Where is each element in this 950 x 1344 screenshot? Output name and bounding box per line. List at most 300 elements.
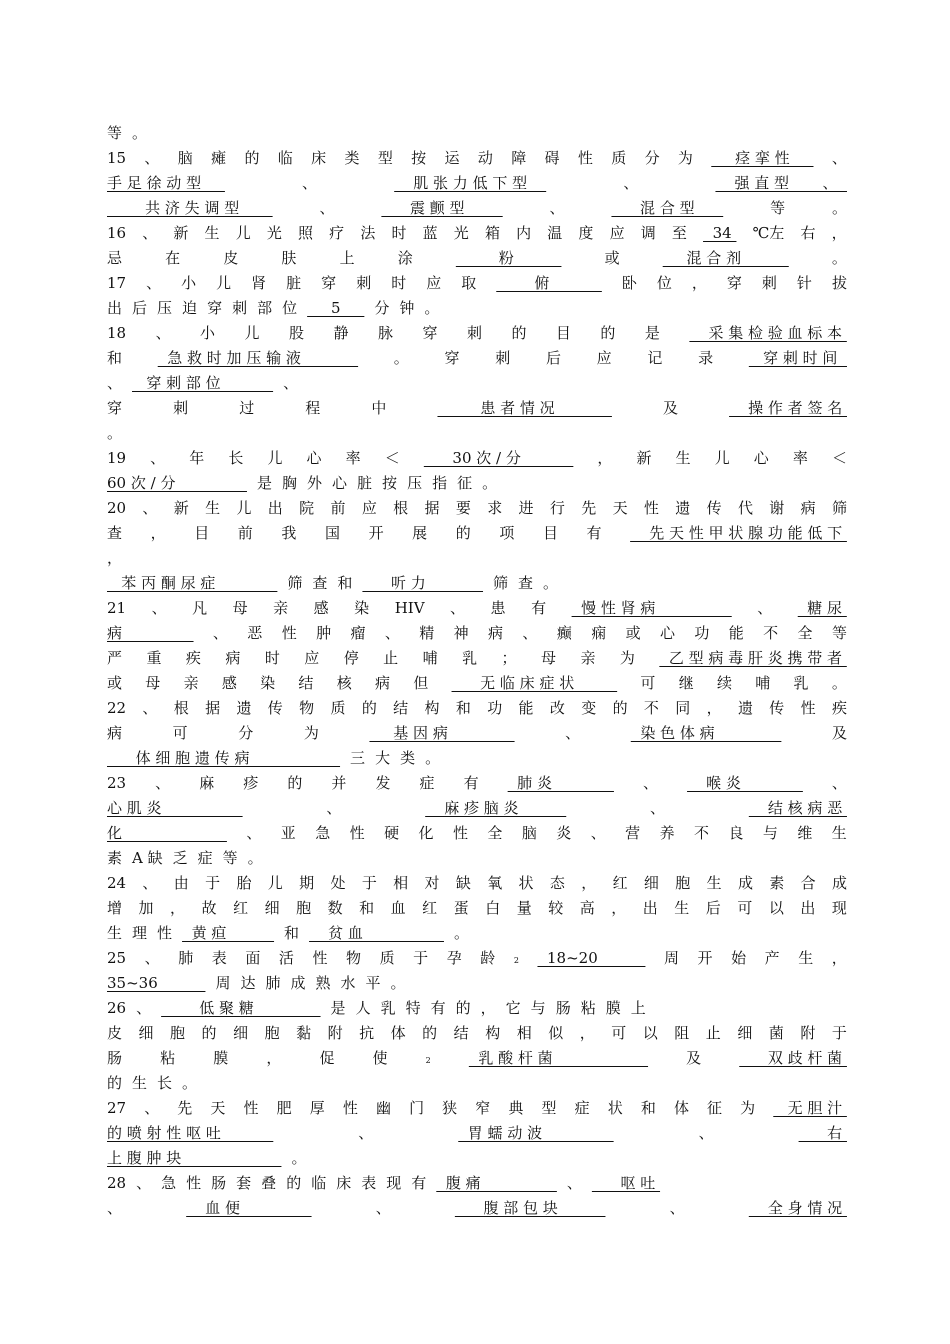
text-segment: 运 xyxy=(444,149,460,167)
text-segment: 、 xyxy=(142,224,158,242)
text-segment: 箱 xyxy=(484,224,500,242)
text-segment: 胞 xyxy=(296,899,312,917)
text-segment: 体 xyxy=(673,1099,689,1117)
text-segment: 特 xyxy=(405,999,421,1017)
text-segment: 生 xyxy=(674,899,690,917)
text-segment: 。 xyxy=(831,249,847,267)
answer-blank: 混 合 剂 xyxy=(662,249,789,267)
text-segment: 止 xyxy=(383,649,399,667)
text-segment: 胎 xyxy=(236,874,252,892)
text-segment: 录 xyxy=(698,349,714,367)
text-segment: 、 xyxy=(566,1174,582,1192)
text-segment: 、 xyxy=(146,274,162,292)
text-segment: 红 xyxy=(233,899,249,917)
text-segment: 有 xyxy=(531,599,547,617)
text-segment: 粘 xyxy=(580,999,596,1017)
text-segment: 增 xyxy=(107,899,123,917)
text-segment: 是 xyxy=(330,999,346,1017)
text-segment: 查 xyxy=(312,574,328,592)
text-line xyxy=(107,946,847,971)
text-segment: 蛋 xyxy=(453,899,469,917)
text-segment: 时 xyxy=(264,649,280,667)
text-segment: 19 xyxy=(107,449,127,467)
text-segment: 小 xyxy=(181,274,197,292)
text-segment: 、 xyxy=(358,1124,374,1142)
text-segment: 膜 xyxy=(605,999,621,1017)
text-segment: 项 xyxy=(499,524,515,542)
text-segment: 重 xyxy=(146,649,162,667)
text-segment: 能 xyxy=(728,624,744,642)
text-segment: 、 xyxy=(142,874,158,892)
text-segment: 等 xyxy=(107,124,123,142)
text-segment: 恶 xyxy=(247,624,263,642)
text-line xyxy=(107,721,847,746)
text-segment: 目 xyxy=(194,524,210,542)
text-segment: 温 xyxy=(547,224,563,242)
text-segment: 和 xyxy=(455,699,471,717)
text-segment: ＜ xyxy=(384,449,400,467)
text-segment: 核 xyxy=(336,674,352,692)
answer-blank: 上 腹 肿 块 xyxy=(107,1149,282,1167)
text-segment: 处 xyxy=(330,874,346,892)
text-segment: 细 xyxy=(737,1024,753,1042)
text-segment: 结 xyxy=(298,674,314,692)
text-segment: 窄 xyxy=(475,1099,491,1117)
text-segment: 。 xyxy=(453,924,469,942)
text-segment: 大 xyxy=(375,749,391,767)
text-segment: 是 xyxy=(256,474,272,492)
answer-blank: 染 色 体 病 xyxy=(630,724,782,742)
text-segment: 成 xyxy=(737,874,753,892)
text-segment: 亚 xyxy=(280,824,296,842)
text-segment: 红 xyxy=(612,874,628,892)
text-segment: 、 xyxy=(590,824,606,842)
text-segment: 母 xyxy=(232,599,248,617)
text-segment: 胸 xyxy=(281,474,297,492)
text-segment: 目 xyxy=(555,324,571,342)
text-segment: 临 xyxy=(311,1174,327,1192)
text-line xyxy=(107,1196,847,1221)
text-segment: 生 xyxy=(706,874,722,892)
text-segment: 目 xyxy=(542,524,558,542)
text-segment: 据 xyxy=(424,499,440,517)
text-segment: 套 xyxy=(236,1174,252,1192)
text-segment: 刺 xyxy=(761,274,777,292)
text-segment: 生 xyxy=(107,924,123,942)
answer-blank: 腹 痛 xyxy=(436,1174,557,1192)
text-segment: 应 xyxy=(304,649,320,667)
text-segment: 儿 xyxy=(216,274,232,292)
text-segment: 性 xyxy=(452,824,468,842)
answer-blank: 手 足 徐 动 型 xyxy=(107,174,225,192)
text-segment: 性 xyxy=(342,1099,358,1117)
text-line xyxy=(107,296,847,321)
text-segment: 以 xyxy=(642,1024,658,1042)
text-segment: 、 xyxy=(831,774,847,792)
text-segment: 、 xyxy=(283,374,299,392)
text-segment: 。 xyxy=(291,1149,307,1167)
text-segment: 表 xyxy=(211,949,227,967)
text-line xyxy=(107,696,847,721)
text-segment: 的 xyxy=(287,774,303,792)
answer-blank: 右 xyxy=(798,1124,847,1142)
text-segment: 、 xyxy=(384,624,400,642)
text-segment: 碍 xyxy=(544,149,560,167)
text-line xyxy=(107,271,847,296)
text-segment: 。 xyxy=(393,349,409,367)
answer-blank: 结 核 病 恶 xyxy=(748,799,847,817)
text-segment: 刺 xyxy=(466,324,482,342)
text-segment: 的 xyxy=(612,699,628,717)
text-segment: 活 xyxy=(278,949,294,967)
text-segment: 抗 xyxy=(359,1024,375,1042)
text-segment: ， xyxy=(150,524,166,542)
text-segment: 质 xyxy=(611,149,627,167)
text-segment: 出 xyxy=(107,299,123,317)
text-segment: 不 xyxy=(643,699,659,717)
text-segment: 脑 xyxy=(177,149,193,167)
answer-blank: 先 天 性 甲 状 腺 功 能 低 下 xyxy=(630,524,847,542)
text-segment: 前 xyxy=(330,499,346,517)
text-segment: 2 xyxy=(425,1056,431,1065)
text-segment: 传 xyxy=(267,699,283,717)
text-segment: 状 xyxy=(607,1099,623,1117)
text-segment: 为 xyxy=(740,1099,756,1117)
text-segment: 及 xyxy=(686,1049,702,1067)
text-segment: 、 xyxy=(450,599,466,617)
text-segment: HIV xyxy=(394,599,425,617)
text-segment: 心 xyxy=(306,449,322,467)
answer-blank: 基 因 病 xyxy=(369,724,515,742)
text-segment: 刺 xyxy=(232,299,248,317)
text-segment: 28 xyxy=(107,1174,127,1192)
text-segment: 症 xyxy=(197,849,213,867)
text-segment: 应 xyxy=(426,274,442,292)
text-segment: ， xyxy=(831,224,847,242)
text-segment: 22 xyxy=(107,699,127,717)
text-segment: ； xyxy=(501,649,517,667)
text-segment: 穿 xyxy=(726,274,742,292)
text-segment: 、 xyxy=(522,624,538,642)
text-line xyxy=(107,796,847,821)
text-segment: 亲 xyxy=(580,649,596,667)
text-segment: 疾 xyxy=(831,699,847,717)
text-segment: 时 xyxy=(391,274,407,292)
text-segment: 钟 xyxy=(399,299,415,317)
text-segment: 脏 xyxy=(357,474,373,492)
text-segment: 发 xyxy=(375,774,391,792)
text-segment: 、 xyxy=(150,449,166,467)
answer-blank: 共 济 失 调 型 xyxy=(107,199,273,217)
text-segment: 。 xyxy=(182,1074,198,1092)
text-segment: ， xyxy=(611,899,627,917)
text-line xyxy=(107,1171,847,1196)
text-line xyxy=(107,621,847,646)
text-line xyxy=(107,171,847,196)
text-segment: 心 xyxy=(659,624,675,642)
answer-blank: 强 直 型 、 xyxy=(715,174,847,192)
text-segment: ， xyxy=(480,999,496,1017)
text-segment: 续 xyxy=(716,674,732,692)
text-segment: 营 xyxy=(625,824,641,842)
text-segment: 可 xyxy=(172,724,188,742)
answer-blank: 听 力 xyxy=(362,574,484,592)
text-segment: 后 xyxy=(545,349,561,367)
text-segment: 皮 xyxy=(107,1024,123,1042)
text-segment: 展 xyxy=(412,524,428,542)
text-segment: 肺 xyxy=(265,974,281,992)
text-segment: 感 xyxy=(221,674,237,692)
text-segment: 肺 xyxy=(178,949,194,967)
text-segment: 生 xyxy=(132,1074,148,1092)
text-segment: 院 xyxy=(299,499,315,517)
answer-blank: 化 xyxy=(107,824,227,842)
text-segment: 同 xyxy=(675,699,691,717)
answer-blank: 5 xyxy=(307,299,365,317)
text-segment: 、 xyxy=(212,624,228,642)
text-segment: 型 xyxy=(377,149,393,167)
text-segment: 成 xyxy=(831,874,847,892)
text-segment: 应 xyxy=(596,349,612,367)
text-segment: 严 xyxy=(107,649,123,667)
text-segment: 行 xyxy=(549,499,565,517)
text-segment: 养 xyxy=(659,824,675,842)
text-segment: 肿 xyxy=(316,624,332,642)
text-segment: 痫 xyxy=(591,624,607,642)
text-segment: 传 xyxy=(706,499,722,517)
text-segment: 使 xyxy=(372,1049,388,1067)
text-segment: 性 xyxy=(643,499,659,517)
text-segment: 生 xyxy=(798,949,814,967)
text-segment: 为 xyxy=(303,724,319,742)
text-segment: 的 xyxy=(107,1074,123,1092)
text-segment: 于 xyxy=(361,874,377,892)
text-line xyxy=(107,846,847,871)
text-segment: 能 xyxy=(518,699,534,717)
text-segment: 儿 xyxy=(714,449,730,467)
text-segment: 、 xyxy=(107,1199,123,1217)
text-line xyxy=(107,421,847,446)
text-segment: 病 xyxy=(225,649,241,667)
text-line xyxy=(107,1046,847,1071)
text-segment: 27 xyxy=(107,1099,127,1117)
text-segment: 、 xyxy=(142,499,158,517)
text-segment: 神 xyxy=(453,624,469,642)
text-line xyxy=(107,146,847,171)
text-segment: 指 xyxy=(432,474,448,492)
text-segment: 筛 xyxy=(493,574,509,592)
text-segment: 幽 xyxy=(375,1099,391,1117)
text-segment: 21 xyxy=(107,599,127,617)
answer-blank: 60 次 / 分 xyxy=(107,474,247,492)
text-segment: 、 xyxy=(698,1124,714,1142)
text-segment: 肠 xyxy=(107,1049,123,1067)
text-segment: 分 xyxy=(644,149,660,167)
text-segment: 继 xyxy=(678,674,694,692)
text-segment: 或 xyxy=(625,624,641,642)
text-segment: 率 xyxy=(792,449,808,467)
text-segment: 根 xyxy=(393,499,409,517)
answer-blank: 肌 张 力 低 下 型 xyxy=(394,174,547,192)
text-segment: 后 xyxy=(705,899,721,917)
text-segment: 粘 xyxy=(160,1049,176,1067)
text-segment: 临 xyxy=(277,149,293,167)
text-segment: 的 xyxy=(455,524,471,542)
text-segment: 染 xyxy=(354,599,370,617)
text-segment: 急 xyxy=(161,1174,177,1192)
text-segment: 记 xyxy=(647,349,663,367)
text-segment: 。 xyxy=(482,474,498,492)
text-segment: 、 xyxy=(151,599,167,617)
text-segment: 阻 xyxy=(674,1024,690,1042)
text-line xyxy=(107,446,847,471)
text-segment: 天 xyxy=(210,1099,226,1117)
answer-blank: 34 xyxy=(703,224,737,242)
text-segment: 18 xyxy=(107,324,127,342)
text-segment: 高 xyxy=(579,899,595,917)
text-segment: 新 xyxy=(173,499,189,517)
text-segment: 生 xyxy=(204,224,220,242)
answer-blank: 麻 疹 脑 炎 xyxy=(425,799,567,817)
text-segment: 遗 xyxy=(737,699,753,717)
text-line xyxy=(107,771,847,796)
text-line xyxy=(107,196,847,221)
text-segment: 硬 xyxy=(384,824,400,842)
text-segment: 数 xyxy=(327,899,343,917)
text-segment: 孕 xyxy=(446,949,462,967)
text-segment: 。 xyxy=(424,299,440,317)
text-segment: 染 xyxy=(260,674,276,692)
text-segment: 床 xyxy=(336,1174,352,1192)
text-segment: 后 xyxy=(132,299,148,317)
text-segment: 症 xyxy=(574,1099,590,1117)
text-segment: 较 xyxy=(548,899,564,917)
text-segment: 据 xyxy=(205,699,221,717)
text-segment: 心 xyxy=(753,449,769,467)
text-line xyxy=(107,871,847,896)
text-segment: 先 xyxy=(177,1099,193,1117)
text-segment: 病 xyxy=(800,499,816,517)
text-line xyxy=(107,1096,847,1121)
text-segment: 疹 xyxy=(243,774,259,792)
text-segment: 维 xyxy=(797,824,813,842)
text-segment: 、 xyxy=(642,774,658,792)
text-segment: 构 xyxy=(485,1024,501,1042)
text-segment: 、 xyxy=(650,799,666,817)
text-segment: 儿 xyxy=(236,499,252,517)
text-segment: 周 xyxy=(215,974,231,992)
text-segment: 程 xyxy=(305,399,321,417)
text-segment: 于 xyxy=(205,874,221,892)
text-segment: 照 xyxy=(298,224,314,242)
text-segment: 附 xyxy=(800,1024,816,1042)
text-segment: 遗 xyxy=(675,499,691,517)
text-segment: 卧 xyxy=(621,274,637,292)
answer-blank: 的 喷 射 性 呕 吐 xyxy=(107,1124,274,1142)
text-line xyxy=(107,821,847,846)
text-segment: 但 xyxy=(413,674,429,692)
text-line xyxy=(107,1021,847,1046)
text-segment: 开 xyxy=(368,524,384,542)
text-segment: 凡 xyxy=(192,599,208,617)
text-segment: 出 xyxy=(267,499,283,517)
answer-blank: 胃 蠕 动 波 xyxy=(458,1124,614,1142)
text-line xyxy=(107,746,847,771)
text-segment: 生 xyxy=(831,824,847,842)
text-segment: 16 xyxy=(107,224,127,242)
text-segment: 全 xyxy=(797,624,813,642)
text-segment: 性 xyxy=(243,1099,259,1117)
text-segment: 生 xyxy=(205,499,221,517)
answer-blank: 呕 吐 xyxy=(591,1174,661,1192)
text-segment: 为 xyxy=(677,149,693,167)
text-segment: 根 xyxy=(173,699,189,717)
text-segment: 全 xyxy=(487,824,503,842)
text-segment: 涂 xyxy=(397,249,413,267)
text-segment: ， xyxy=(706,699,722,717)
text-segment: 由 xyxy=(173,874,189,892)
text-segment: 及 xyxy=(831,724,847,742)
answer-blank: 采 集 检 验 血 标 本 xyxy=(689,324,847,342)
text-segment: 新 xyxy=(173,224,189,242)
text-segment: 麻 xyxy=(199,774,215,792)
text-line xyxy=(107,321,847,346)
text-segment: 传 xyxy=(769,699,785,717)
text-segment: 迫 xyxy=(182,299,198,317)
text-segment: 可 xyxy=(640,674,656,692)
text-segment: 出 xyxy=(800,899,816,917)
text-segment: 蓝 xyxy=(422,224,438,242)
text-segment: 的 xyxy=(361,699,377,717)
text-segment: 17 xyxy=(107,274,127,292)
text-segment: 叠 xyxy=(261,1174,277,1192)
text-segment: 促 xyxy=(319,1049,335,1067)
answer-blank: 血 便 xyxy=(186,1199,312,1217)
text-segment: 似 xyxy=(548,1024,564,1042)
text-segment: 穿 xyxy=(422,324,438,342)
answer-blank: 心 肌 炎 xyxy=(107,799,243,817)
text-line xyxy=(107,971,847,996)
text-segment: 门 xyxy=(409,1099,425,1117)
text-segment: 合 xyxy=(800,874,816,892)
text-segment: 的 xyxy=(511,324,527,342)
text-segment: 开 xyxy=(697,949,713,967)
text-segment: 有 xyxy=(430,999,446,1017)
text-segment: 小 xyxy=(200,324,216,342)
text-segment: 穿 xyxy=(444,349,460,367)
text-segment: 厚 xyxy=(309,1099,325,1117)
text-segment: 。 xyxy=(831,674,847,692)
text-segment: 红 xyxy=(422,899,438,917)
text-segment: ， xyxy=(831,949,847,967)
text-segment: 乳 xyxy=(380,999,396,1017)
text-line xyxy=(107,546,847,571)
text-segment: 。 xyxy=(132,124,148,142)
text-segment: ， xyxy=(691,274,707,292)
text-segment: 结 xyxy=(393,699,409,717)
text-segment: 性 xyxy=(186,1174,202,1192)
answer-blank: 糖 尿 xyxy=(797,599,847,617)
text-segment: 和 xyxy=(337,574,353,592)
text-segment: 在 xyxy=(165,249,181,267)
text-segment: 应 xyxy=(361,499,377,517)
text-segment: 以 xyxy=(768,899,784,917)
text-segment: 亲 xyxy=(183,674,199,692)
text-segment: 等 xyxy=(831,624,847,642)
text-segment: 中 xyxy=(371,399,387,417)
text-segment: 改 xyxy=(549,699,565,717)
text-segment: 筛 xyxy=(287,574,303,592)
